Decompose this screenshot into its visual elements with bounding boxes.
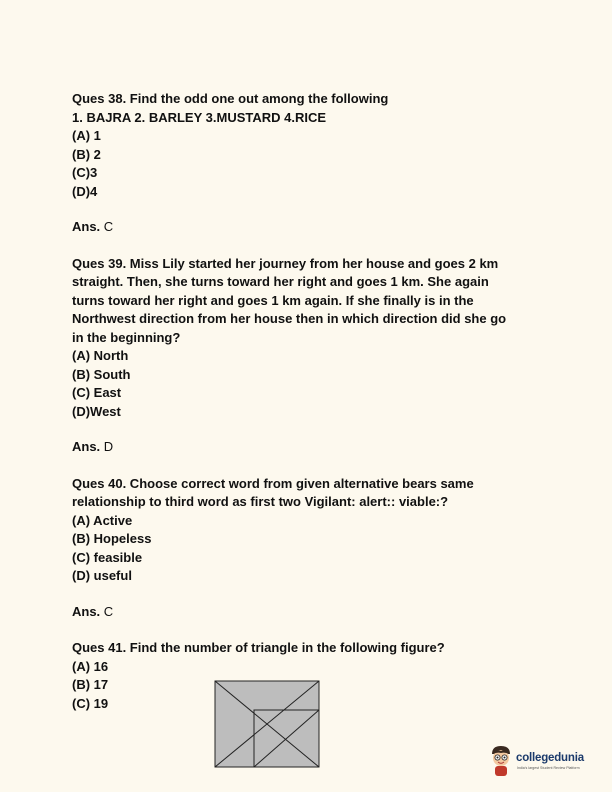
triangle-figure: [214, 680, 320, 768]
answer-label: Ans.: [72, 219, 101, 234]
option-d: (D)4: [72, 183, 98, 199]
question-text-line: Ques 40. Choose correct word from given alternative bears same: [72, 475, 474, 491]
option-a: (A) North: [72, 348, 129, 363]
answer-label: Ans.: [72, 603, 101, 619]
mascot-icon: [488, 744, 514, 778]
question-text-line: Northwest direction from her house then in which direction did she go: [72, 311, 507, 326]
option-d: (D) useful: [72, 568, 132, 583]
question-38: [72, 90, 552, 237]
option-a: (A) Active: [72, 512, 133, 528]
question-text-line: relationship to third word as first two Vigilant: alert:: viable:?: [72, 494, 449, 509]
answer-value: C: [103, 219, 114, 234]
option-c: (C) East: [72, 385, 122, 400]
question-text-line: Ques 41. Find the number of triangle in the following figure?: [72, 640, 445, 655]
answer-line: [72, 218, 552, 237]
option-b: (B) Hopeless: [72, 531, 152, 546]
question-40: [72, 475, 552, 622]
option-c: (C)3: [72, 165, 98, 180]
question-content: [72, 90, 552, 713]
option-a: (A) 1: [72, 128, 101, 143]
option-a: (A) 16: [72, 658, 109, 674]
question-39: [72, 255, 552, 457]
question-text-line: turns toward her right and goes 1 km again. If she finally is in the: [72, 292, 474, 308]
answer-label: Ans.: [72, 439, 101, 454]
question-text-line: Ques 39. Miss Lily started her journey from her house and goes 2 km: [72, 255, 499, 271]
question-text-line: in the beginning?: [72, 329, 181, 345]
option-b: (B) 17: [72, 677, 109, 692]
logo-name: collegedunia: [516, 752, 584, 764]
answer-value: C: [103, 603, 114, 619]
option-c: (C) feasible: [72, 549, 143, 565]
option-c: (C) 19: [72, 695, 109, 711]
question-text-line: 1. BAJRA 2. BARLEY 3.MUSTARD 4.RICE: [72, 109, 327, 125]
logo-tagline: India's largest Student Review Platform: [517, 766, 580, 770]
option-b: (B) South: [72, 366, 131, 382]
collegedunia-logo: [488, 742, 600, 782]
option-d: (D)West: [72, 403, 121, 419]
answer-line: [72, 438, 552, 457]
question-text-line: Ques 38. Find the odd one out among the following: [72, 91, 389, 106]
question-text-line: straight. Then, she turns toward her right and goes 1 km. She again: [72, 274, 489, 289]
answer-value: D: [103, 439, 114, 454]
option-b: (B) 2: [72, 146, 101, 162]
answer-line: [72, 603, 552, 622]
